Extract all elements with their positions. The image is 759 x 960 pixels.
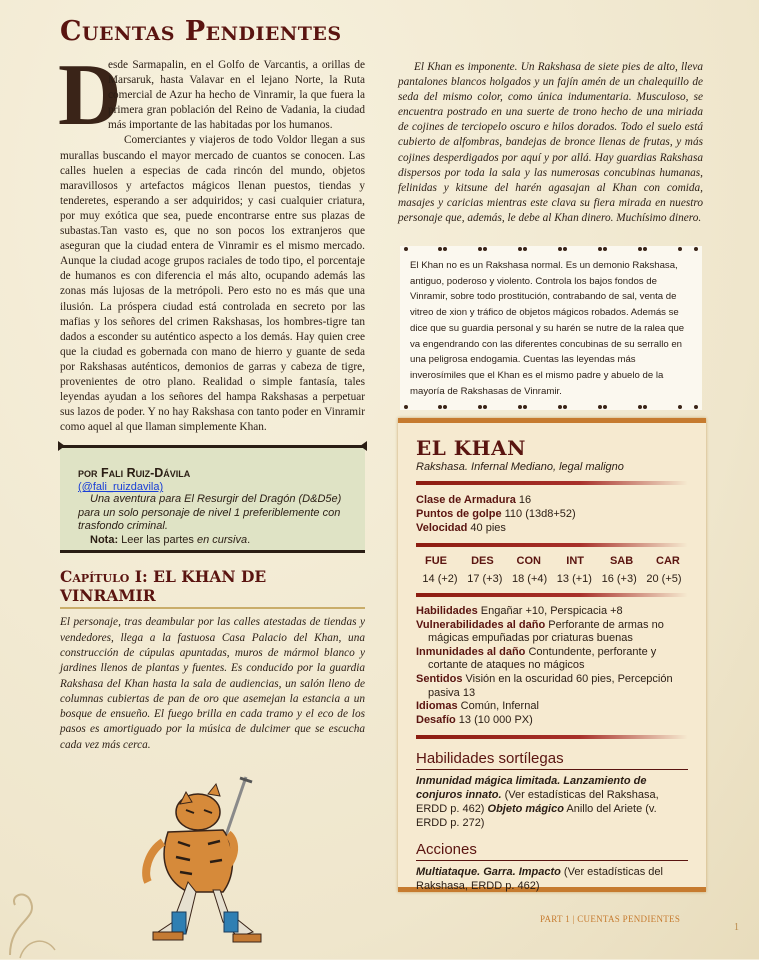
lang-value: Común, Infernal [457, 700, 539, 713]
ability-value: 18 (+4) [512, 573, 548, 585]
ability-value: 14 (+2) [422, 573, 458, 585]
monster-type: Rakshasa. Infernal Mediano, legal maligno [416, 461, 624, 473]
ability-value: 13 (+1) [556, 573, 592, 585]
vuln-value: Perforante de armas no mágicas empuñadas por criaturas buenas [428, 618, 664, 645]
ability-values [416, 573, 688, 585]
actions-label: Multiataque. Garra. Impacto [416, 866, 561, 879]
magic-item-body: Anillo del Ariete (v. ERDD p. 272) [416, 803, 657, 830]
corner-ornament-icon [0, 880, 60, 960]
senses-label: Sentidos [416, 672, 463, 685]
divider [416, 735, 688, 739]
vuln-label: Vulnerabilidades al daño [416, 618, 546, 631]
spells-label: Inmunidad mágica limitada. Lanzamiento de conjuros innato. [416, 775, 647, 802]
magic-item-label: Objeto mágico [487, 803, 564, 816]
ability-label: INT [566, 555, 585, 567]
khan-description: El Khan es imponente. Un Rakshasa de siete pies de alto, lleva pantalones blancos holgados y un fajín amén de un chalequillo de seda del mismo color, como única indumentaria. Musculoso, se encuentra postrado en una suerte de trono hecho de una miriada de cojines de terciopelo oscuro e hilos dorados. Todo el suelo está cubierto de alfombras, bandejas de bronce llenas de frutas, y más cojines desperdigados por aquí y por allá. Hay guardias Rakshasa dispersos por toda la sala y las numerosas concubinas humanas, felinidas y kitsune del harén agasajan al Khan con comida, masajes y caricias mientras este clava su fiera mirada en nuestro personaje que, además, le debe al Khan dinero. Muchísimo dinero. [398, 61, 703, 224]
divider [416, 481, 688, 485]
credit-description: Una aventura para El Resurgir del Dragón (D&D5e) para un solo personaje de nivel 1 preferiblemente con trasfondo criminal. [78, 493, 342, 533]
spells-text [416, 774, 688, 830]
note-bottom-border [400, 404, 702, 410]
languages [416, 700, 688, 714]
page-number: 1 [734, 922, 739, 933]
armor-class [416, 493, 688, 507]
actions-text [416, 865, 688, 893]
cr-value: 13 (10 000 PX) [455, 713, 533, 726]
note-top-border [400, 246, 702, 252]
ability-label: DES [471, 555, 494, 567]
ac-label: Clase de Armadura [416, 494, 516, 506]
note-end: . [247, 533, 251, 546]
note-box [400, 246, 702, 410]
divider [416, 543, 688, 547]
cr-label: Desafío [416, 713, 456, 726]
credit-author: por Fali Ruiz-Dávila [78, 466, 191, 481]
skills-value: Engañar +10, Perspicacia +8 [477, 605, 623, 617]
credit-note [78, 534, 347, 546]
spells-body: (Ver estadísticas del Rakshasa, ERDD p. 462) [416, 789, 659, 816]
note-text: Leer las partes [118, 533, 197, 546]
ability-value: 17 (+3) [467, 573, 503, 585]
immun-value: Contundente, perforante y cortante de ataques no mágicos [428, 645, 657, 672]
drop-cap: D [58, 47, 122, 144]
senses-value: Visión en la oscuridad 60 pies, Percepción pasiva 13 [428, 672, 673, 699]
ability-label: CON [516, 555, 541, 567]
lang-label: Idiomas [416, 700, 458, 713]
actions-body: (Ver estadísticas del Rakshasa, ERDD p. 462) [416, 866, 663, 893]
immunities [416, 646, 688, 673]
actions-heading: Acciones [416, 840, 688, 861]
note-label: Nota: [90, 533, 119, 546]
monster-name: EL KHAN [416, 436, 526, 460]
ability-label: FUE [425, 555, 447, 567]
footer-part: PART 1 | CUENTAS PENDIENTES [540, 914, 681, 924]
read-aloud-text: El personaje, tras deambular por las calles atestadas de tiendas y vendedores, llega a la fastuosa Casa Palacio del Khan, una construcción de cúpulas apuntadas, muros de mármol blanco y jardines llenos de plantas y fuentes. Es conducido por la guardia Rakshasa del Khan hasta la sala de audiencias, un salón lleno de columnas cubiertas de pan de oro que asemejan la estancia a un bosque de ensueño. El fuego brilla en cada tramo y el eco de los pasos es amortiguado por la música de dulcimer que se escucha cada vez más cerca. [60, 616, 365, 751]
credit-box [60, 445, 365, 553]
stat-block [398, 418, 706, 892]
intro-paragraph-2: Comerciantes y viajeros de todo Voldor llegan a sus murallas buscando el mayor mercado de cuantos se conocen. Las calles huelen a especias de cada rincón del mundo, objetos maravillosos y artefactos mágicos llenan puestos, tiendas y tenderetes, esperando a ser adquiridos; y casi cualquier criatura, por muy exótica que sea, puede encontrarse entre sus plazas de subastas.Tan vasto es, que no son pocos los extranjeros que aseguran que la ciudad entera de Vinramir es el mismo mercado. Aunque la ciudad acoge grupos raciales de todo tipo, el porcentaje de humanos es con diferencia el más alto, ocupando además las zonas más lujosas de la metrópoli. Pero esto no es más que una ilusión. La próspera ciudad está controlada en secreto por las mafias y los señores del crimen Rakshasas, los hombres-tigre tan dados a esconder su auténtico aspecto a los demás. Hay quien cree que la ciudad es gobernada con mano de hierro y guante de seda por Rakshasas auténticos, demonios de garras y cabeza de tigre, provenientes de otro plano. Realidad o simple fantasía, tales leyendas ayudan a los señores del hampa Rakshasas a perpetuar sus lazos de poder. Y no hay Rakshasa con tanto poder en Vinramir como aquel al que llaman simplemente Khan. [60, 134, 365, 434]
ability-labels [416, 555, 688, 567]
page-title: Cuentas Pendientes [60, 16, 342, 47]
right-column [398, 60, 703, 226]
ability-label: SAB [609, 555, 634, 567]
skills-label: Habilidades [416, 605, 478, 617]
speed-label: Velocidad [416, 522, 468, 534]
ac-value: 16 [515, 494, 532, 506]
ability-value: 16 (+3) [601, 573, 637, 585]
chapter-title: Capítulo I: EL KHAN DE VINRAMIR [60, 567, 365, 609]
hit-points [416, 507, 688, 521]
intro-paragraph-1: esde Sarmapalin, en el Golfo de Varcantis, a orillas de Marsaruk, hasta Valavar en el lejano Norte, la Ruta comercial de Azur ha hecho de Vinramir, la que fuera la primera gran población del Reino de Vadania, la ciudad más importante de las habitadas por los humanos. [108, 59, 365, 132]
left-column [60, 12, 365, 753]
spells-heading: Habilidades sortílegas [416, 749, 688, 770]
speed [416, 521, 688, 535]
speed-value: 40 pies [467, 522, 506, 534]
note-box-text: El Khan no es un Rakshasa normal. Es un demonio Rakshasa, antiguo, poderoso y violento. Controla los bajos fondos de Vinramir, sobre todo prostitución, contrabando de sal, venta de vitreo de xion y tráfico de objetos mágicos robados. Además se dice que su guardia personal y su harén se nutre de la ralea que va engendrando con las diferentes concubinas de su serrallo en una peligrosa endogamia. Cuentas las leyendas más inverosímiles que el Khan es el mismo padre y abuelo de la mayoría de Rakshasas de Vinramir. [410, 260, 685, 397]
hp-value: 110 (13d8+52) [501, 508, 576, 520]
rakshasa-illustration [128, 772, 278, 952]
intro-text [58, 47, 365, 435]
vulnerabilities [416, 619, 688, 646]
senses [416, 673, 688, 700]
challenge [416, 714, 688, 728]
immun-label: Inmunidades al daño [416, 645, 526, 658]
author-handle-link[interactable]: (@fali_ruizdavila) [78, 481, 164, 494]
skills [416, 605, 688, 619]
divider [416, 593, 688, 597]
ability-value: 20 (+5) [646, 573, 682, 585]
hp-label: Puntos de golpe [416, 508, 502, 520]
ability-label: CAR [656, 555, 680, 567]
note-emphasis: en cursiva [196, 533, 248, 546]
